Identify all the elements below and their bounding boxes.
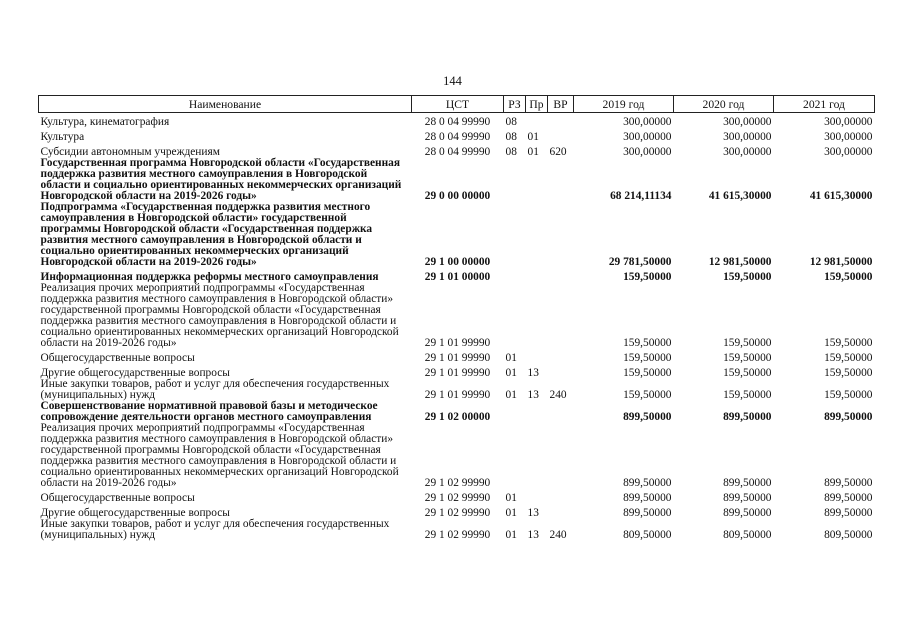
cell-vr <box>548 113 574 129</box>
cell-y2019: 159,50000 <box>623 389 672 401</box>
cell-rz: 01 <box>505 389 517 401</box>
cell-pr <box>526 202 548 268</box>
cell-name: Совершенствование нормативной правовой базы и методическое сопровождение деятельности органов местного самоуправления <box>40 400 378 423</box>
cell-cst: 29 0 00 00000 <box>424 190 491 202</box>
table-header-row <box>39 96 875 113</box>
cell-rz <box>504 158 526 202</box>
cell-y2021: 159,50000 <box>824 352 873 364</box>
cell-pr <box>526 349 548 364</box>
cell-pr <box>526 158 548 202</box>
table-row <box>39 202 875 268</box>
cell-name: Общегосударственные вопросы <box>40 352 195 364</box>
cell-y2019: 809,50000 <box>623 529 672 541</box>
cell-name: Культура <box>40 131 85 143</box>
cell-y2020: 899,50000 <box>723 411 772 423</box>
cell-pr: 13 <box>527 507 539 519</box>
cell-cst: 28 0 04 99990 <box>424 131 491 143</box>
cell-cst: 29 1 01 99990 <box>424 337 491 349</box>
cell-vr <box>548 128 574 143</box>
cell-y2021: 899,50000 <box>824 477 873 489</box>
table-row <box>39 283 875 349</box>
table-row <box>39 158 875 202</box>
cell-y2019: 29 781,50000 <box>608 256 672 268</box>
cell-rz <box>504 423 526 489</box>
cell-pr <box>526 283 548 349</box>
cell-y2020: 159,50000 <box>723 389 772 401</box>
cell-vr: 620 <box>549 146 567 158</box>
cell-pr: 01 <box>527 131 539 143</box>
cell-rz: 01 <box>505 492 517 504</box>
cell-pr: 13 <box>527 367 539 379</box>
cell-vr <box>548 401 574 423</box>
cell-pr <box>526 489 548 504</box>
cell-cst: 29 1 02 99990 <box>424 529 491 541</box>
cell-vr <box>548 489 574 504</box>
cell-vr <box>548 349 574 364</box>
cell-y2019: 899,50000 <box>623 507 672 519</box>
table-row <box>39 423 875 489</box>
cell-rz: 08 <box>505 146 517 158</box>
cell-y2020: 159,50000 <box>723 367 772 379</box>
table-row <box>39 401 875 423</box>
cell-y2021: 41 615,30000 <box>809 190 873 202</box>
cell-name: Иные закупки товаров, работ и услуг для обеспечения государственных (муниципальных) нужд <box>40 378 390 401</box>
cell-y2019: 159,50000 <box>623 271 672 283</box>
cell-y2020: 300,00000 <box>723 131 772 143</box>
cell-pr <box>526 401 548 423</box>
table-row <box>39 364 875 379</box>
table-row <box>39 379 875 401</box>
cell-y2019: 159,50000 <box>623 367 672 379</box>
cell-y2021: 300,00000 <box>824 131 873 143</box>
cell-cst: 28 0 04 99990 <box>424 116 491 128</box>
table-row <box>39 268 875 283</box>
cell-name: Субсидии автономным учреждениям <box>40 146 220 158</box>
table-row <box>39 504 875 519</box>
cell-y2019: 159,50000 <box>623 337 672 349</box>
table-row <box>39 143 875 158</box>
cell-y2019: 159,50000 <box>623 352 672 364</box>
cell-y2020: 899,50000 <box>723 492 772 504</box>
table-row <box>39 519 875 541</box>
cell-y2021: 300,00000 <box>824 116 873 128</box>
cell-y2021: 899,50000 <box>824 492 873 504</box>
cell-rz <box>504 283 526 349</box>
cell-vr: 240 <box>549 389 567 401</box>
table-row <box>39 489 875 504</box>
cell-rz: 08 <box>505 131 517 143</box>
table-row <box>39 349 875 364</box>
cell-name: Другие общегосударственные вопросы <box>40 367 230 379</box>
cell-cst: 29 1 02 99990 <box>424 507 491 519</box>
cell-y2020: 41 615,30000 <box>708 190 772 202</box>
header-name: Наименование <box>39 96 412 113</box>
header-pr: Пр <box>526 96 548 113</box>
cell-name: Реализация прочих мероприятий подпрограммы «Государственная поддержка развития местного самоуправления в Новгородской области» государственной программы Новгородской области «Государственная поддержка развития местного самоуправления в Новгородской области и социально ориентированных некоммерческих организаций Новгородской области на 2019-2026 годы» <box>40 422 399 489</box>
cell-y2021: 159,50000 <box>824 367 873 379</box>
cell-rz <box>504 202 526 268</box>
cell-y2021: 899,50000 <box>824 411 873 423</box>
cell-cst: 29 1 01 99990 <box>424 367 491 379</box>
header-rz: РЗ <box>504 96 526 113</box>
cell-y2019: 300,00000 <box>623 116 672 128</box>
cell-vr <box>548 364 574 379</box>
cell-cst: 29 1 01 99990 <box>424 352 491 364</box>
cell-pr: 13 <box>527 389 539 401</box>
cell-pr: 01 <box>527 146 539 158</box>
table-body <box>39 113 875 542</box>
cell-name: Подпрограмма «Государственная поддержка развития местного самоуправления в Новгородской области» государственной программы Новгородской области «Государственная поддержка развития местного самоуправления в Новгородской области и социально ориентированных некоммерческих организаций Новгородской области на 2019-2026 годы» <box>40 201 373 268</box>
cell-y2020: 159,50000 <box>723 271 772 283</box>
cell-vr <box>548 202 574 268</box>
cell-y2019: 899,50000 <box>623 477 672 489</box>
cell-vr <box>548 283 574 349</box>
cell-pr <box>526 113 548 129</box>
cell-y2020: 300,00000 <box>723 146 772 158</box>
cell-rz: 01 <box>505 352 517 364</box>
cell-y2019: 300,00000 <box>623 146 672 158</box>
header-2020: 2020 год <box>674 96 774 113</box>
cell-vr <box>548 423 574 489</box>
cell-y2021: 159,50000 <box>824 389 873 401</box>
cell-y2020: 899,50000 <box>723 507 772 519</box>
cell-y2021: 159,50000 <box>824 337 873 349</box>
cell-rz <box>504 268 526 283</box>
cell-vr <box>548 504 574 519</box>
cell-y2019: 899,50000 <box>623 411 672 423</box>
cell-y2020: 159,50000 <box>723 352 772 364</box>
cell-name: Реализация прочих мероприятий подпрограммы «Государственная поддержка развития местного самоуправления в Новгородской области» государственной программы Новгородской области «Государственная поддержка развития местного самоуправления в Новгородской области и социально ориентированных некоммерческих организаций Новгородской области на 2019-2026 годы» <box>40 282 399 349</box>
budget-table <box>38 95 875 541</box>
cell-pr <box>526 268 548 283</box>
cell-name: Другие общегосударственные вопросы <box>40 507 230 519</box>
cell-rz: 08 <box>505 116 517 128</box>
cell-vr: 240 <box>549 529 567 541</box>
cell-vr <box>548 158 574 202</box>
cell-y2019: 300,00000 <box>623 131 672 143</box>
cell-cst: 29 1 02 00000 <box>424 411 491 423</box>
cell-y2019: 899,50000 <box>623 492 672 504</box>
cell-cst: 29 1 01 99990 <box>424 389 491 401</box>
cell-y2021: 12 981,50000 <box>809 256 873 268</box>
cell-y2020: 300,00000 <box>723 116 772 128</box>
cell-pr: 13 <box>527 529 539 541</box>
cell-cst: 29 1 02 99990 <box>424 492 491 504</box>
cell-y2021: 899,50000 <box>824 507 873 519</box>
header-2021: 2021 год <box>774 96 875 113</box>
table-row <box>39 113 875 129</box>
header-vr: ВР <box>548 96 574 113</box>
cell-name: Иные закупки товаров, работ и услуг для обеспечения государственных (муниципальных) нужд <box>40 518 390 541</box>
cell-y2020: 12 981,50000 <box>708 256 772 268</box>
cell-name: Государственная программа Новгородской области «Государственная поддержка развития местного самоуправления в Новгородской области и социально ориентированных некоммерческих организаций Новгородской области на 2019-2026 годы» <box>40 157 402 202</box>
cell-name: Информационная поддержка реформы местного самоуправления <box>40 271 379 283</box>
cell-rz: 01 <box>505 529 517 541</box>
cell-y2020: 809,50000 <box>723 529 772 541</box>
header-cst: ЦСТ <box>412 96 504 113</box>
cell-y2019: 68 214,11134 <box>610 190 672 202</box>
header-2019: 2019 год <box>574 96 674 113</box>
cell-rz <box>504 401 526 423</box>
cell-y2021: 809,50000 <box>824 529 873 541</box>
cell-pr <box>526 423 548 489</box>
cell-y2021: 159,50000 <box>824 271 873 283</box>
cell-name: Общегосударственные вопросы <box>40 492 195 504</box>
cell-y2021: 300,00000 <box>824 146 873 158</box>
cell-y2020: 899,50000 <box>723 477 772 489</box>
cell-rz: 01 <box>505 507 517 519</box>
cell-y2020: 159,50000 <box>723 337 772 349</box>
cell-cst: 29 1 00 00000 <box>424 256 491 268</box>
cell-cst: 28 0 04 99990 <box>424 146 491 158</box>
cell-cst: 29 1 02 99990 <box>424 477 491 489</box>
cell-cst: 29 1 01 00000 <box>424 271 491 283</box>
cell-rz: 01 <box>505 367 517 379</box>
cell-vr <box>548 268 574 283</box>
cell-name: Культура, кинематография <box>40 116 170 128</box>
table-row <box>39 128 875 143</box>
page-number: 144 <box>443 74 462 88</box>
